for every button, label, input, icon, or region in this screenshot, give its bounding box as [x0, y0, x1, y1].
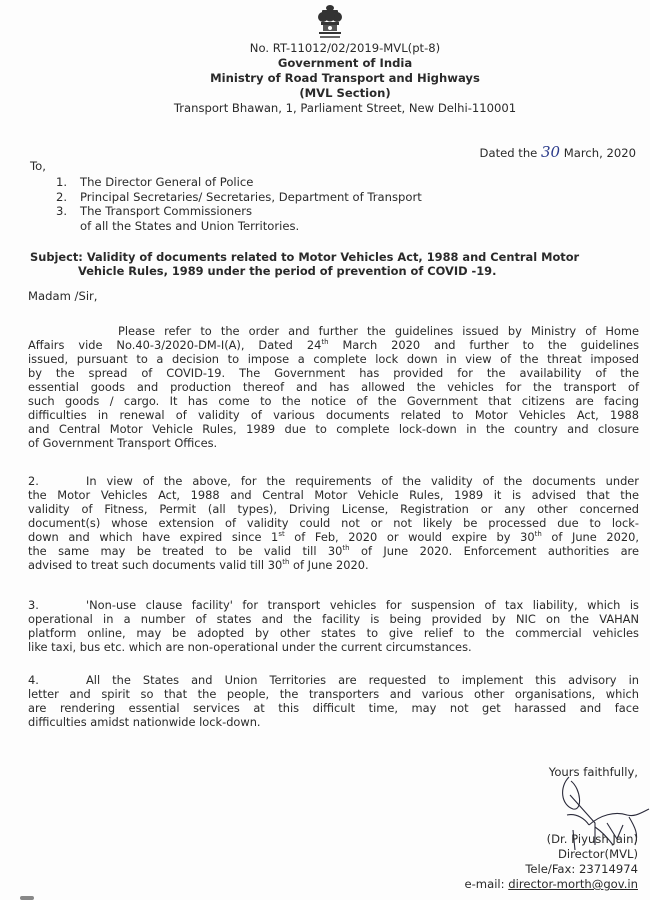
ordinal-suffix: th: [282, 558, 290, 567]
paragraph-line: [28, 598, 639, 612]
to-label: To,: [30, 159, 46, 173]
paragraph-line: operational in a number of states and the facility is being provided by NIC on the VAHAN: [28, 612, 639, 626]
addressee-text: The Director General of Police: [80, 175, 254, 189]
ordinal-suffix: th: [321, 338, 329, 347]
email-label: e-mail:: [464, 877, 509, 891]
addressee-number: 2.: [56, 189, 68, 204]
subject-line-1: Subject: Validity of documents related to Motor Vehicles Act, 1988 and Central Motor: [30, 250, 580, 264]
paragraph-line: like taxi, bus etc. which are non-operational under the current circumstances.: [28, 640, 472, 654]
ordinal-suffix: th: [534, 530, 542, 539]
line-text: March 2020 and further to the guidelines: [328, 338, 639, 352]
ordinal-suffix: th: [342, 544, 350, 553]
paragraph-line: [28, 673, 639, 687]
line-text: of June 2020. Enforcement authorities are: [349, 544, 639, 558]
date-suffix: March, 2020: [560, 146, 636, 160]
line-text: 'Non-use clause facility' for transport vehicles for suspension of tax liability, which is: [86, 598, 639, 612]
scan-artifact: [20, 896, 34, 900]
line-text: In view of the above, for the requirements of the validity of the documents under: [86, 474, 639, 488]
addressee-item: [56, 175, 422, 190]
addressee-number: 1.: [56, 175, 68, 189]
paragraph-number: 4.: [28, 673, 39, 687]
addressee-item: [56, 190, 422, 205]
paragraph-line: essential goods and production thereof and has allowed the vehicles for the transport of: [28, 380, 639, 394]
addressee-item: [56, 204, 422, 219]
line-text: of Feb, 2020 or would expire by 30: [284, 530, 535, 544]
paragraph-line: such goods / cargo. It has come to the notice of the Government that citizens are facing: [28, 394, 639, 408]
file-number: No. RT-11012/02/2019-MVL(pt-8): [249, 41, 441, 55]
line-text: advised to treat such documents valid till 30: [28, 558, 283, 572]
paragraph-line: the Motor Vehicles Act, 1988 and Central Motor Vehicle Rules, 1989 it is advised that the: [28, 488, 639, 502]
paragraph-line: letter and spirit so that the people, the transporters and various other organisations, which: [28, 687, 639, 701]
paragraph-line: [28, 474, 639, 488]
email-line: [464, 877, 638, 892]
government-name: Government of India: [277, 56, 413, 70]
telefax: Tele/Fax: 23714974: [525, 862, 638, 876]
line-text: Affairs vide No.40-3/2020-DM-I(A), Dated 24: [28, 338, 322, 352]
line-text: All the States and Union Territories are requested to implement this advisory in: [86, 673, 639, 687]
paragraph-3: [28, 598, 639, 654]
paragraph-line: [28, 530, 639, 544]
paragraph-line: document(s) whose extension of validity could not or not likely be processed due to lock-: [28, 516, 639, 530]
line-text: the same may be treated to be valid till 30: [28, 544, 343, 558]
paragraph-1: [28, 324, 639, 450]
paragraph-line: platform online, may be adopted by other states to give relief to the commercial vehicles: [28, 626, 639, 640]
salutation: Madam /Sir,: [28, 289, 98, 303]
email-link[interactable]: director-morth@gov.in: [508, 877, 638, 891]
addressee-text: Principal Secretaries/ Secretaries, Department of Transport: [80, 189, 422, 204]
paragraph-line: [28, 338, 639, 352]
state-emblem-icon: [313, 3, 347, 41]
letterhead: [0, 41, 650, 116]
paragraph-line: difficulties amidst nationwide lock-down.: [28, 715, 261, 729]
letter-date: [479, 143, 636, 161]
paragraph-line: by the spread of COVID-19. The Government has provided for the availability of the: [28, 366, 639, 380]
paragraph-line: [28, 544, 639, 558]
paragraph-line: of Government Transport Offices.: [28, 436, 218, 450]
closing-text: Yours faithfully,: [548, 765, 638, 779]
paragraph-number: 3.: [28, 598, 39, 612]
addressee-list: [56, 175, 422, 233]
paragraph-line: and Central Motor Vehicle Rules, 1989 due to complete lock-down in the country and closure: [28, 422, 639, 436]
signature-block: [464, 765, 638, 892]
paragraph-line: are rendering essential services at this difficult time, may not get harassed and face: [28, 701, 639, 715]
addressee-continuation: of all the States and Union Territories.: [80, 218, 300, 233]
line-text: of June 2020,: [541, 530, 639, 544]
paragraph-line: issued, pursuant to a decision to impose a complete lock down in view of the threat imposed: [28, 352, 639, 366]
line-text: down and which have expired since 1: [28, 530, 279, 544]
line-text: of June 2020.: [289, 558, 369, 572]
paragraph-line: validity of Fitness, Permit (all types), Driving License, Registration or any other concerned: [28, 502, 639, 516]
addressee-text: The Transport Commissioners: [80, 204, 253, 218]
subject-line-2: Vehicle Rules, 1989 under the period of prevention of COVID -19.: [78, 263, 497, 278]
ministry-address: Transport Bhawan, 1, Parliament Street, New Delhi-110001: [173, 101, 517, 115]
paragraph-line: difficulties in renewal of validity of various documents related to Motor Vehicles Act, 1988: [28, 408, 639, 422]
paragraph-line: Please refer to the order and further the guidelines issued by Ministry of Home: [118, 324, 639, 338]
paragraph-line: [28, 558, 639, 572]
section-name: (MVL Section): [299, 86, 391, 100]
paragraph-number: 2.: [28, 474, 39, 488]
paragraph-4: [28, 673, 639, 729]
signatory-designation: Director(MVL): [557, 847, 638, 861]
date-prefix: Dated the: [479, 146, 541, 160]
addressee-number: 3.: [56, 204, 68, 218]
subject: [30, 251, 642, 278]
date-day-handwritten: 30: [541, 143, 561, 161]
paragraph-2: [28, 474, 639, 572]
ministry-name: Ministry of Road Transport and Highways: [210, 71, 480, 85]
ordinal-suffix: st: [278, 530, 285, 539]
signatory-name: (Dr. Piyush Jain): [546, 832, 638, 846]
